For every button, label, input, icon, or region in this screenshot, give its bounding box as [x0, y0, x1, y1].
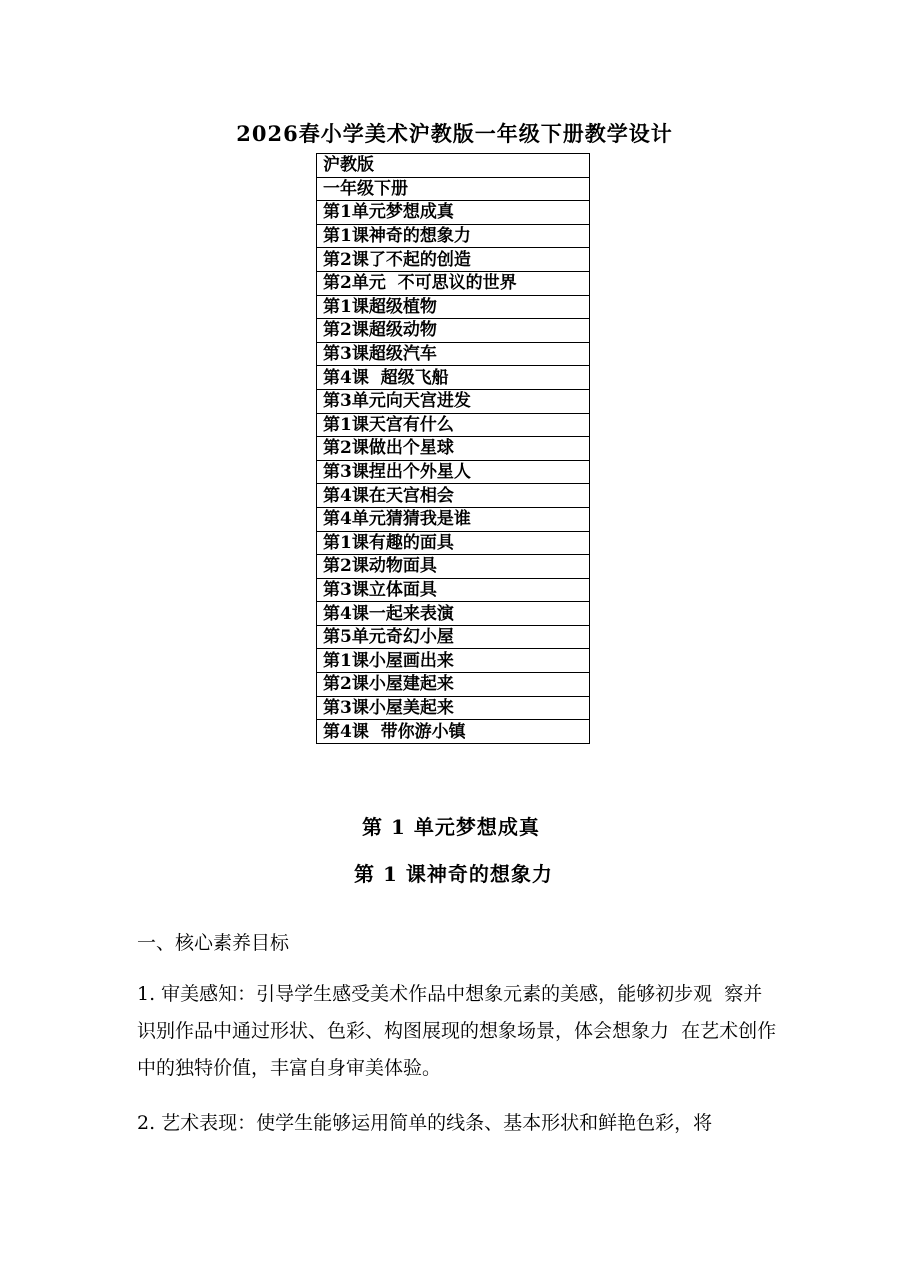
- toc-cell: 第2课小屋建起来: [317, 673, 590, 697]
- toc-row: [317, 437, 590, 461]
- section-heading: 一、核心素养目标: [137, 932, 290, 954]
- toc-cell: 第2课了不起的创造: [317, 248, 590, 272]
- toc-row: [317, 555, 590, 579]
- toc-cell: 第3课超级汽车: [317, 342, 590, 366]
- toc-cell: 沪教版: [317, 154, 590, 178]
- toc-row: [317, 319, 590, 343]
- toc-cell: 第4课 带你游小镇: [317, 720, 590, 744]
- toc-cell: 第1课超级植物: [317, 295, 590, 319]
- toc-row: [317, 578, 590, 602]
- lesson-heading: 第 1 课神奇的想象力: [354, 862, 553, 886]
- toc-cell: 第1课天宫有什么: [317, 413, 590, 437]
- table-of-contents: [316, 153, 590, 744]
- paragraph-artistic-expression: 2. 艺术表现：使学生能够运用简单的线条、基本形状和鲜艳色彩，将: [137, 1112, 713, 1134]
- unit-heading: 第 1 单元梦想成真: [362, 815, 540, 839]
- toc-row: [317, 413, 590, 437]
- paragraph-aesthetic-perception: 1. 审美感知：引导学生感受美术作品中想象元素的美感，能够初步观 察并识别作品中通过形状、色彩、构图展现的想象场景，体会想象力 在艺术创作中的独特价值，丰富自身审美体验。: [137, 983, 777, 1079]
- toc-row: [317, 602, 590, 626]
- toc-row: [317, 342, 590, 366]
- toc-row: [317, 224, 590, 248]
- toc-cell: 第2课动物面具: [317, 555, 590, 579]
- toc-row: [317, 531, 590, 555]
- toc-cell: 第1单元梦想成真: [317, 201, 590, 225]
- document-title: 2026春小学美术沪教版一年级下册教学设计: [236, 121, 673, 146]
- toc-cell: 第5单元奇幻小屋: [317, 625, 590, 649]
- toc-cell: 第2课做出个星球: [317, 437, 590, 461]
- toc-cell: 第3课立体面具: [317, 578, 590, 602]
- toc-cell: 一年级下册: [317, 177, 590, 201]
- toc-row: [317, 720, 590, 744]
- toc-row: [317, 177, 590, 201]
- toc-cell: 第4课 超级飞船: [317, 366, 590, 390]
- toc-cell: 第4课在天宫相会: [317, 484, 590, 508]
- toc-row: [317, 507, 590, 531]
- toc-cell: 第3课捏出个外星人: [317, 460, 590, 484]
- toc-row: [317, 649, 590, 673]
- toc-row: [317, 625, 590, 649]
- toc-row: [317, 271, 590, 295]
- toc-cell: 第3单元向天宫进发: [317, 389, 590, 413]
- toc-row: [317, 248, 590, 272]
- toc-cell: 第1课神奇的想象力: [317, 224, 590, 248]
- toc-row: [317, 154, 590, 178]
- toc-row: [317, 201, 590, 225]
- toc-row: [317, 673, 590, 697]
- toc-row: [317, 295, 590, 319]
- toc-row: [317, 460, 590, 484]
- toc-row: [317, 696, 590, 720]
- toc-row: [317, 366, 590, 390]
- toc-cell: 第4单元猜猜我是谁: [317, 507, 590, 531]
- toc-row: [317, 484, 590, 508]
- toc-cell: 第2单元 不可思议的世界: [317, 271, 590, 295]
- toc-cell: 第1课小屋画出来: [317, 649, 590, 673]
- toc-cell: 第3课小屋美起来: [317, 696, 590, 720]
- toc-cell: 第2课超级动物: [317, 319, 590, 343]
- toc-cell: 第4课一起来表演: [317, 602, 590, 626]
- toc-row: [317, 389, 590, 413]
- toc-cell: 第1课有趣的面具: [317, 531, 590, 555]
